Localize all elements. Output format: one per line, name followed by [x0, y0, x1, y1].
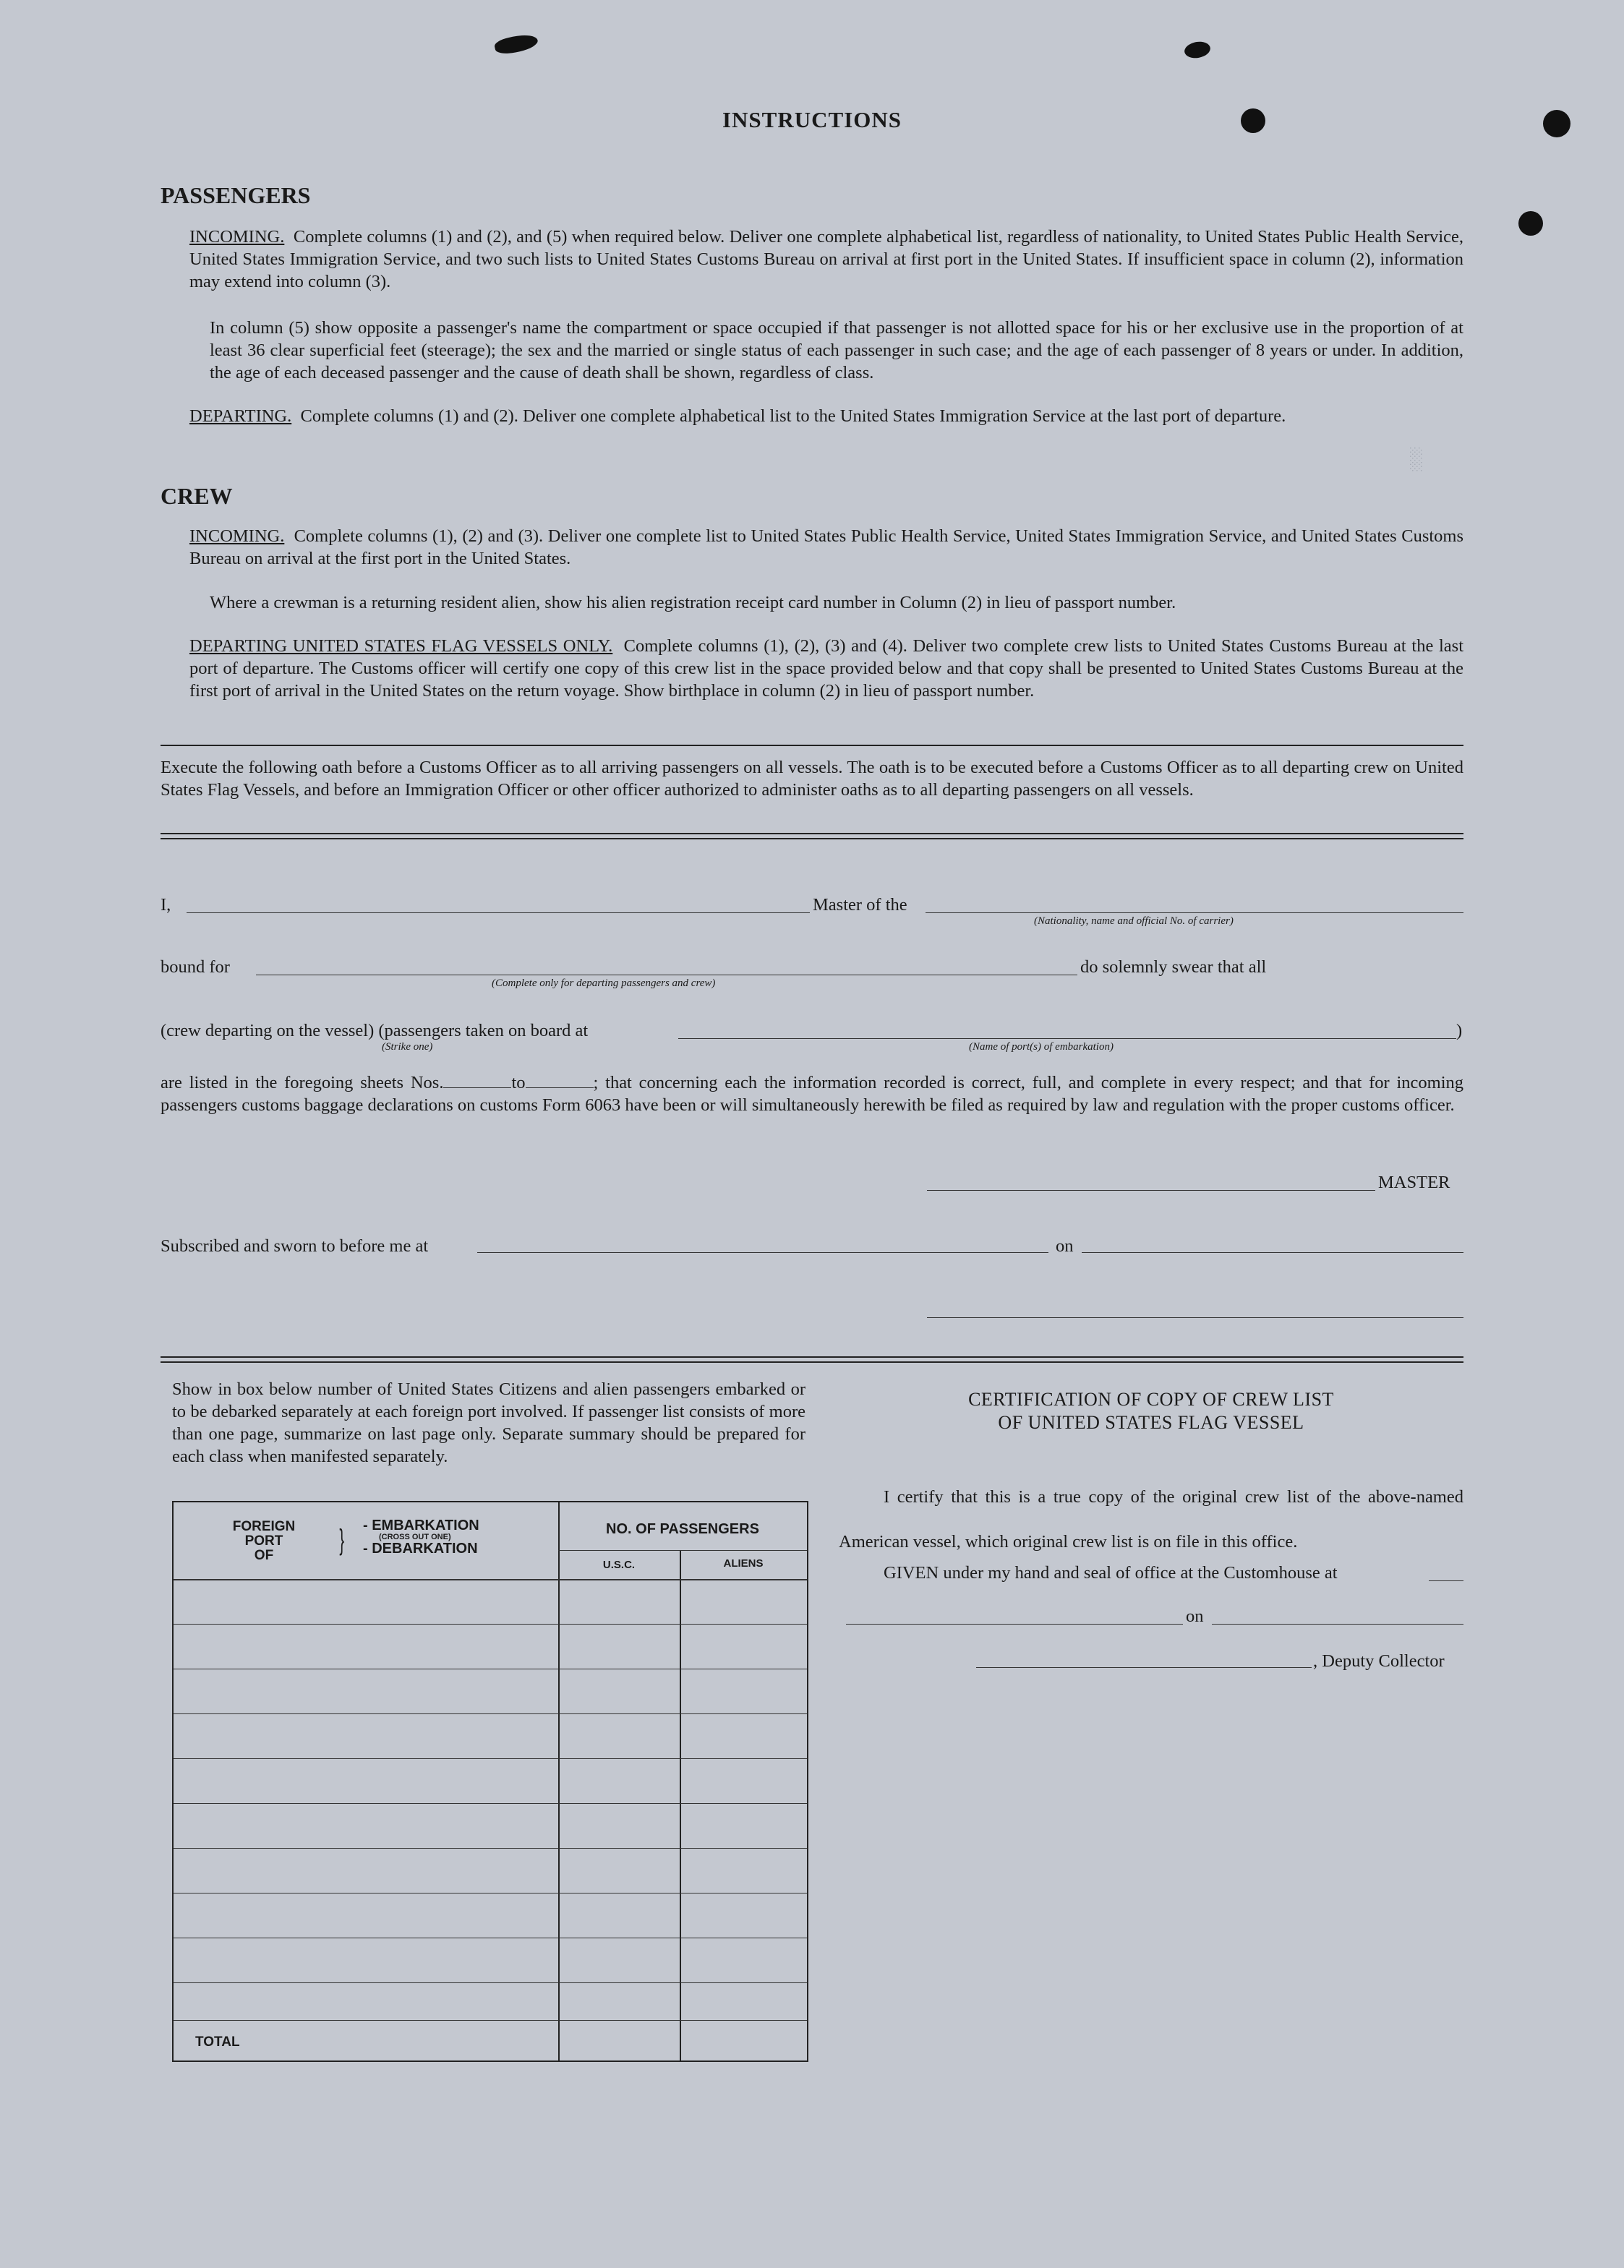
listed-paragraph [161, 1071, 1463, 1116]
of-label: OF [254, 1548, 274, 1563]
crew-departing-text: Complete columns (1), (2), (3) and (4). Deliver two complete crew lists to United States Customs Bureau at the last port of departure. The Customs officer will certify one copy of this crew list in the space provided below and that copy shall be presented to United States Customs Bureau at the first port of arrival in the United States on the return voyage. Show birthplace in column (2) in lieu of passport number. [189, 636, 1463, 701]
oath-intro: Execute the following oath before a Customs Officer as to all arriving passengers on all vessels. The oath is to be executed before a Customs Officer as to all departing crew on United States Flag Vessels, and before an Immigration Officer or other officer authorized to administer oaths as to all departing passengers on all vessels. [161, 758, 1463, 800]
table-row [174, 1803, 807, 1804]
embark-debark-header [363, 1518, 479, 1556]
table-row [174, 2020, 807, 2021]
foreign-port-header [224, 1520, 304, 1563]
crew-heading: CREW [161, 483, 233, 509]
table-row [174, 1758, 807, 1759]
divider [161, 745, 1463, 746]
master-signature-field[interactable] [927, 1190, 1375, 1191]
passengers-departing-paragraph [189, 405, 1463, 427]
crew-departing-label: DEPARTING UNITED STATES FLAG VESSELS ONLY. [189, 636, 613, 656]
table-divider [680, 1550, 681, 2061]
passengers-heading: PASSENGERS [161, 182, 311, 208]
officer-signature-field[interactable] [927, 1317, 1463, 1318]
master-label: MASTER [1378, 1173, 1450, 1192]
solemnly-swear-text: do solemnly swear that all [1080, 957, 1267, 977]
double-divider [161, 833, 1463, 839]
subscribed-on-label: on [1056, 1236, 1074, 1256]
port-label: PORT [244, 1533, 283, 1549]
master-of-label: Master of the [813, 895, 907, 915]
page-title: INSTRUCTIONS [722, 107, 902, 132]
certification-on-label: on [1186, 1606, 1204, 1626]
total-label: TOTAL [195, 2034, 240, 2050]
certification-place-field[interactable] [846, 1624, 1183, 1625]
double-divider [161, 1356, 1463, 1363]
foreign-label: FOREIGN [232, 1519, 296, 1534]
certification-date-field[interactable] [1212, 1624, 1463, 1625]
bound-for-label: bound for [161, 957, 230, 977]
master-name-field[interactable] [187, 912, 810, 913]
certification-heading-line1: CERTIFICATION OF COPY OF CREW LIST [968, 1389, 1334, 1410]
bleed-through-marks: ░ [1410, 448, 1424, 473]
table-header-divider [174, 1579, 807, 1580]
table-row [174, 1848, 807, 1849]
sheet-from-field[interactable] [443, 1073, 511, 1088]
certification-text: I certify that this is a true copy of the original crew list of the above-named American vessel, which original crew list is on file in this office. [839, 1487, 1463, 1552]
departing-text: Complete columns (1) and (2). Deliver one complete alphabetical list to the United States Immigration Service at the last port of departure. [300, 406, 1286, 426]
crew-incoming-paragraph [189, 525, 1463, 570]
sheet-to-field[interactable] [526, 1073, 594, 1088]
carrier-note: (Nationality, name and official No. of carrier) [1034, 915, 1234, 927]
aliens-header: ALIENS [723, 1557, 764, 1570]
no-passengers-header: NO. OF PASSENGERS [606, 1521, 759, 1537]
ink-smudge-mark [493, 32, 539, 56]
passenger-summary-table [172, 1501, 808, 2062]
crew-incoming-label: INCOMING. [189, 526, 285, 546]
customhouse-field[interactable] [1429, 1580, 1463, 1581]
embarkation-ports-field[interactable] [678, 1038, 1456, 1039]
oath-i-label: I, [161, 895, 171, 915]
punch-hole-mark [1518, 211, 1543, 236]
table-row [174, 1713, 807, 1714]
debarkation-label: - DEBARKATION [363, 1541, 478, 1557]
table-row [174, 1624, 807, 1625]
incoming-label: INCOMING. [189, 227, 285, 247]
subscribed-date-field[interactable] [1082, 1252, 1463, 1253]
crew-departing-text: (crew departing on the vessel) (passengers taken on board at [161, 1021, 589, 1040]
usc-header: U.S.C. [602, 1559, 636, 1571]
ink-smudge-mark [1183, 40, 1211, 60]
passengers-column5-paragraph: In column (5) show opposite a passenger's name the compartment or space occupied if that passenger is not allotted space for his or her exclusive use in the proportion of at least 36 clear superficial feet (steerage); the sex and the married or single status of each passenger in such case; and the age of each passenger of 8 years or under. In addition, the age of each deceased passenger and the cause of death shall be shown, regardless of class. [210, 318, 1463, 382]
listed-text-a: are listed in the foregoing sheets Nos. [161, 1073, 444, 1092]
listed-to: to [511, 1073, 526, 1092]
departing-label: DEPARTING. [189, 406, 292, 426]
crew-incoming-text: Complete columns (1), (2) and (3). Deliver one complete list to United States Public Health Service, United States Immigration Service, and United States Customs Bureau on arrival at the first port in the United States. [189, 526, 1464, 568]
brace-mark: } [339, 1524, 345, 1556]
given-text: GIVEN under my hand and seal of office at the Customhouse at [884, 1563, 1338, 1583]
ports-note: (Name of port(s) of embarkation) [969, 1041, 1114, 1053]
embarkation-label: - EMBARKATION [363, 1518, 479, 1533]
cross-out-note: (CROSS OUT ONE) [379, 1533, 451, 1541]
table-divider [558, 1550, 807, 1551]
summary-instructions: Show in box below number of United States Citizens and alien passengers embarked or to be debarked separately at each foreign port involved. If passenger list consists of more than one page, summarize on last page only. Separate summary should be prepared for each class when manifested separately. [172, 1379, 805, 1466]
strike-one-note: (Strike one) [382, 1041, 433, 1053]
crew-resident-paragraph: Where a crewman is a returning resident alien, show his alien registration receipt card number in Column (2) in lieu of passport number. [210, 593, 1176, 612]
close-paren: ) [1456, 1021, 1463, 1040]
incoming-text: Complete columns (1) and (2), and (5) when required below. Deliver one complete alphabetical list, regardless of nationality, to United States Public Health Service, United States Immigration Service, and two such lists to United States Customs Bureau on arrival at first port in the United States. If insufficient space in column (2), information may extend into column (3). [189, 227, 1464, 291]
deputy-collector-label: , Deputy Collector [1313, 1651, 1445, 1671]
certification-heading [839, 1388, 1463, 1434]
subscribed-place-field[interactable] [477, 1252, 1048, 1253]
subscribed-label: Subscribed and sworn to before me at [161, 1236, 429, 1256]
passengers-incoming-paragraph [189, 226, 1463, 293]
complete-only-note: (Complete only for departing passengers and crew) [492, 977, 716, 989]
deputy-signature-field[interactable] [976, 1667, 1312, 1668]
carrier-field[interactable] [926, 912, 1463, 913]
table-divider [558, 1502, 560, 2061]
listed-text-b: ; that concerning each the information recorded is correct, full, and complete in every respect; and that for incoming passengers customs baggage declarations on customs Form 6063 have been or will simultaneously herewith be filed as required by law and regulation with the proper customs officer. [161, 1073, 1463, 1115]
crew-departing-paragraph [189, 635, 1463, 702]
table-row [174, 1982, 807, 1983]
certification-heading-line2: OF UNITED STATES FLAG VESSEL [998, 1412, 1304, 1433]
